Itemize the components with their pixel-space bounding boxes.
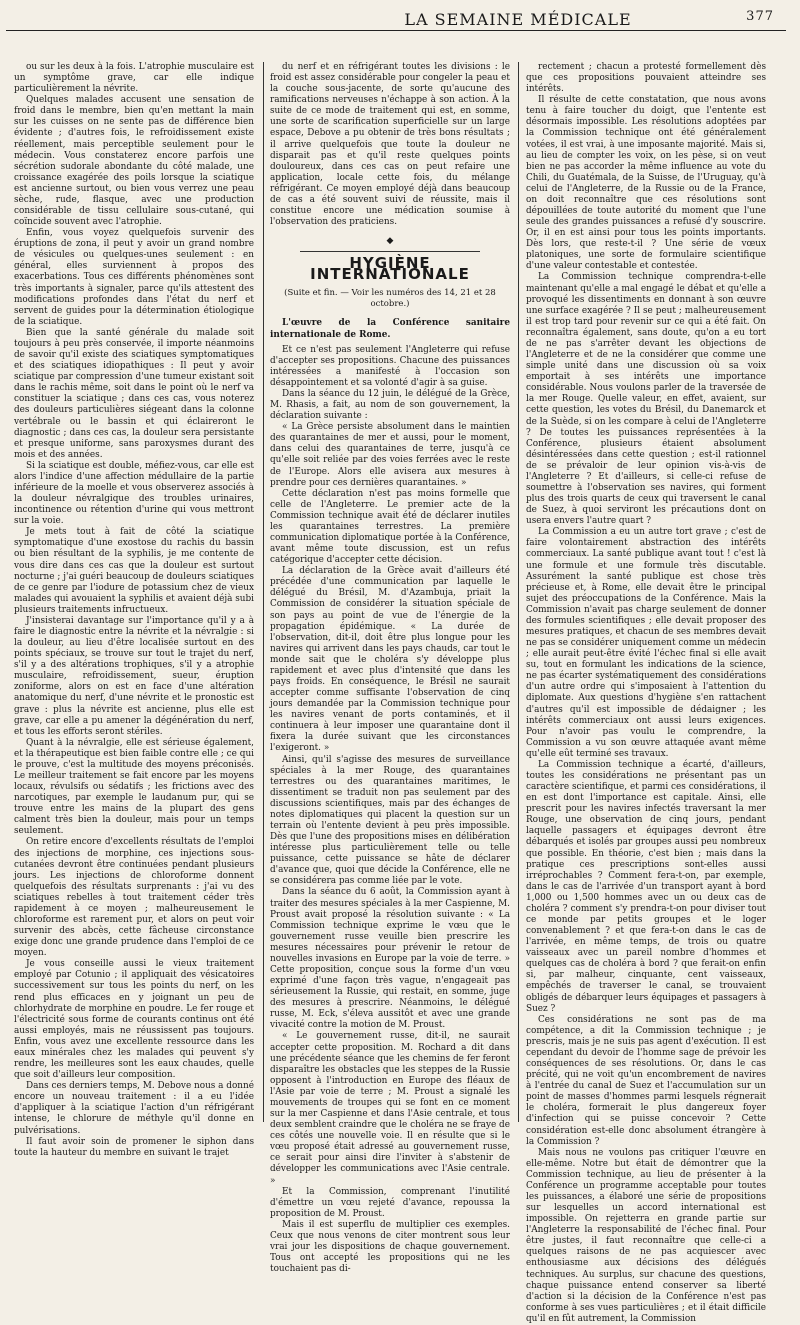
paragraph: Et la Commission, comprenant l'inutilité d'émettre un vœu rejeté d'avance, repoussa la proposition de M. Proust. bbox=[270, 1186, 510, 1219]
paragraph: Je mets tout à fait de côté la sciatique symptomatique d'une exostose du rachis du bassin ou bien résultant de la syphilis, je me contente de vous dire dans ces cas que la douleur est surtout nocturne ; j'ai guéri beaucoup de douleurs sciatiques de ce genre par l'iodure de potassium chez de vieux malades qui avouaient la syphilis et avaient déjà subi plusieurs traitements infructueux. bbox=[14, 527, 254, 615]
section-header bbox=[270, 234, 510, 310]
paragraph: La Commission technique comprendra-t-elle maintenant qu'elle a mal engagé le débat et qu'elle a provoqué les dissentiments en donnant à son œuvre une surface exagérée ? Il se peut ; malheureusement il est trop tard pour revenir sur ce qui a été fait. On reconnaîtra également, sans doute, qu'on a eu tort de ne pas s'arrêter devant les objections de l'Angleterre et de ne la considérer que comme une simple unité dans une discussion où sa voix emportait à ses intérêts une importance considérable. Nous voulons parler de la traversée de la mer Rouge. Quelle valeur, en effet, avaient, sur cette question, les votes du Brésil, du Danemarck et de la Suède, si on les compare à celui de l'Angleterre ? De toutes les puissances représentées à la Conférence, plusieurs étaient absolument désintéressées dans cette question ; est-il rationnel de se prévaloir de leur opinion vis-à-vis de l'Angleterre ? Et d'ailleurs, si celle-ci refuse de soumettre à l'observation ses navires, qui forment plus des trois quarts de ceux qui traversent le canal de Suez, à quoi serviront les précautions dont on usera envers l'autre quart ? bbox=[526, 272, 766, 527]
paragraph: On retire encore d'excellents résultats de l'emploi des injections de morphine, ces injections sous-cutanées devront être continuées pendant plusieurs jours. Les injections de chloroforme donnent quelquefois des résultats surprenants : j'ai vu des sciatiques rebelles à tout traitement céder très rapidement à ce moyen ; malheureusement le chloroforme est rarement pur, et alors on peut voir survenir des abcès, cette fâcheuse circonstance exige donc une grande prudence dans l'emploi de ce moyen. bbox=[14, 837, 254, 959]
paragraph: Ces considérations ne sont pas de ma compétence, a dit la Commission technique ; je prescris, mais je ne suis pas agent d'exécution. Il est cependant du devoir de l'homme sage de prévoir les conséquences de ses résolutions. Or, dans le cas précité, qui ne voit qu'un encombrement de navires à l'entrée du canal de Suez et l'accumulation sur un point de masses d'hommes parmi lesquels régnerait le choléra, formerait le plus dangereux foyer d'infection qui se puisse concevoir ? Cette considération est-elle donc absolument étrangère à la Commission ? bbox=[526, 1014, 766, 1147]
paragraph: Je vous conseille aussi le vieux traitement employé par Cotunio ; il appliquait des vésicatoires successivement sur tous les points du nerf, on les rend plus efficaces en y joignant un peu de chlorhydrate de morphine en poudre. Le fer rouge et l'électricité sous forme de courants continus ont été aussi employés, mais ne réussissent pas toujours. Enfin, vous avez une excellente ressource dans les eaux minérales chez les malades qui peuvent s'y rendre, les meilleures sont les eaux chaudes, quelle que soit d'ailleurs leur composition. bbox=[14, 959, 254, 1081]
column-right bbox=[526, 62, 766, 1324]
paragraph: La déclaration de la Grèce avait d'ailleurs été précédée d'une communication par laquelle le délégué du Brésil, M. d'Azambuja, priait la Commission de considérer la situation spéciale de son pays au point de vue de l'énergie de la propagation épidémique. « La durée de l'observation, dit-il, doit être plus longue pour les navires qui arrivent dans les pays chauds, car tout le monde sait que le choléra s'y développe plus rapidement et avec plus d'intensité que dans les pays froids. En conséquence, le Brésil ne saurait accepter comme suffisante l'observation de cinq jours demandée par la Commission technique pour les navires venant de ports contaminés, et il continuera à leur imposer une quarantaine dont il fixera la durée suivant que les circonstances l'exigeront. » bbox=[270, 566, 510, 754]
paragraph: Ainsi, qu'il s'agisse des mesures de surveillance spéciales à la mer Rouge, des quarantaines terrestres ou des quarantaines maritimes, le dissentiment se traduit non pas seulement par des discussions scientifiques, mais par des échanges de notes diplomatiques qui placent la question sur un terrain où l'entente devient à peu près impossible. Dès que l'une des propositions mises en délibération intéresse plus particulièrement telle ou telle puissance, cette puissance se hâte de déclarer d'avance que, quoi que décide la Conférence, elle ne se considérera pas comme liée par le vote. bbox=[270, 754, 510, 887]
paragraph: Quelques malades accusent une sensation de froid dans le membre, bien qu'en mettant la main sur les cuisses on ne sente pas de différence bien évidente ; d'autres fois, le refroidissement existe réellement, mais perceptible seulement pour le médecin. Vous constaterez encore parfois une sécrétion sudorale abondante du côté malade, une croissance exagérée des poils lorsque la sciatique est ancienne surtout, ou bien vous verrez une peau sèche, rude, flasque, avec une production considérable de tissu cellulaire sous-cutané, qui coïncide souvent avec l'atrophie. bbox=[14, 95, 254, 228]
column-left bbox=[14, 62, 254, 1158]
paragraph: « La Grèce persiste absolument dans le maintien des quarantaines de mer et aussi, pour le moment, dans celui des quarantaines de terre, jusqu'à ce qu'elle soit reliée par des voies ferrées avec le reste de l'Europe. Alors elle avisera aux mesures à prendre pour ces dernières quarantaines. » bbox=[270, 422, 510, 488]
paragraph: La Commission a eu un autre tort grave ; c'est de faire volontairement abstraction des intérêts commerciaux. La santé publique avant tout ! c'est là une formule et une formule très discutable. Assurément la santé publique est chose très précieuse et, à Rome, elle devait être le principal sujet des préoccupations de la Conférence. Mais la Commission n'avait pas charge seulement de donner des formules scientifiques ; elle devait proposer des mesures pratiques, et chacun de ses membres devait ne pas se considérer uniquement comme un médecin ; elle aurait peut-être évité l'échec final si elle avait su, tout en formulant les indications de la science, ne pas écarter systématiquement des considérations d'un autre ordre qui s'imposaient à l'attention du diplomate. Aux questions d'hygiène s'en rattachent d'autres qu'il est impossible de dédaigner ; les intérêts commerciaux ont aussi leurs exigences. Pour n'avoir pas voulu le comprendre, la Commission a vu son œuvre attaquée avant même qu'elle eût terminé ses travaux. bbox=[526, 527, 766, 759]
paragraph: Quant à la névralgie, elle est sérieuse également, et la thérapeutique est bien faible contre elle ; ce qui le prouve, c'est la multitude des moyens préconisés. Le meilleur traitement se fait encore par les moyens locaux, révulsifs ou sédatifs ; les frictions avec des narcotiques, par exemple le laudanum pur, qui se trouve entre les mains de la plupart des gens calment très bien la douleur, mais pour un temps seulement. bbox=[14, 737, 254, 837]
paragraph: Il résulte de cette constatation, que nous avons tenu à faire toucher du doigt, que l'entente est désormais impossible. Les résolutions adoptées par la Commission technique ont été généralement votées, il est vrai, à une imposante majorité. Mais si, au lieu de compter les voix, on les pèse, si on veut bien ne pas accorder la même influence au vote du Chili, du Guatémala, de la Suisse, de l'Uruguay, qu'à celui de l'Angleterre, de la Russie ou de la France, on doit reconnaître que ces résolutions sont dépouillées de toute autorité du moment que l'une seule des grandes puissances a refusé d'y souscrire. Or, il en est ainsi pour tous les points importants. Dès lors, que reste-t-il ? Une série de vœux platoniques, une sorte de formulaire scientifique d'une valeur contestable et contestée. bbox=[526, 95, 766, 272]
article-title: L'œuvre de la Conférence sanitaire internationale de Rome. bbox=[270, 318, 510, 340]
paragraph: rectement ; chacun a protesté formellement dès que ces propositions pouvaient atteindre ses intérêts. bbox=[526, 62, 766, 95]
paragraph: La Commission technique a écarté, d'ailleurs, toutes les considérations ne présentant pas un caractère scientifique, et parmi ces considérations, il en est dont l'importance est capitale. Ainsi, elle prescrit pour les navires infectés traversant la mer Rouge, une observation de cinq jours, pendant laquelle passagers et équipages devront être débarqués et isolés par groupes aussi peu nombreux que possible. En théorie, c'est bien ; mais dans la pratique ces prescriptions sont-elles aussi irréprochables ? Comment fera-t-on, par exemple, dans le cas de l'arrivée d'un transport ayant à bord 1,000 ou 1,500 hommes avec un ou deux cas de choléra ? comment s'y prendra-t-on pour diviser tout ce monde par petits groupes et le loger convenablement ? et que fera-t-on dans le cas de l'arrivée, en même temps, de trois ou quatre vaisseaux avec un pareil nombre d'hommes et quelques cas de choléra à bord ? que ferait-on enfin si, par malheur, cinquante, cent vaisseaux, empêchés de traverser le canal, se trouvaient obligés de débarquer leurs équipages et passagers à Suez ? bbox=[526, 759, 766, 1014]
page-number: 377 bbox=[746, 9, 774, 24]
column-divider bbox=[518, 62, 519, 1122]
paragraph: Dans ces derniers temps, M. Debove nous a donné encore un nouveau traitement : il a eu l'idée d'appliquer à la sciatique l'action d'un réfrigérant intense, le chlorure de méthyle qu'il donne en pulvérisations. bbox=[14, 1081, 254, 1136]
header-rule bbox=[6, 30, 786, 31]
paragraph: Cette déclaration n'est pas moins formelle que celle de l'Angleterre. Le premier acte de la Commission technique avait été de déclarer inutiles les quarantaines terrestres. La première communication diplomatique portée à la Conférence, avant même toute discussion, est un refus catégorique d'accepter cette décision. bbox=[270, 488, 510, 566]
paragraph: Mais il est superflu de multiplier ces exemples. Ceux que nous venons de citer montrent sous leur vrai jour les dispositions de chaque gouvernement. Tous ont accepté les propositions qui ne les touchaient pas di- bbox=[270, 1219, 510, 1275]
paragraph: Mais nous ne voulons pas critiquer l'œuvre en elle-même. Notre but était de démontrer que la Commission technique, au lieu de présenter à la Conférence un programme acceptable pour toutes les puissances, a élaboré une série de propositions sur lesquelles un accord international est impossible. On rejetterra en grande partie sur l'Angleterre la responsabilité de l'échec final. Pour être justes, il faut reconnaître que celle-ci a quelques raisons de ne pas acquiescer avec enthousiasme aux décisions des délégués techniques. Au surplus, sur chacune des questions, chaque puissance entend conserver sa liberté d'action si la décision de la Conférence n'est pas conforme à ses vues particulières ; et il était difficile qu'il en fût autrement, la Commission bbox=[526, 1147, 766, 1324]
column-divider bbox=[263, 62, 264, 1122]
paragraph: du nerf et en réfrigérant toutes les divisions : le froid est assez considérable pour congeler la peau et la couche sous-jacente, de sorte qu'aucune des ramifications nerveuses n'échappe à son action. À la suite de ce mode de traitement qui est, en somme, une sorte de scarification superficielle sur un large espace, Debove a pu obtenir de très bons résultats ; il arrive quelquefois que toute la douleur ne disparait pas et qu'il reste quelques points douloureux, dans ces cas on peut refaire une application, locale cette fois, du mélange réfrigérant. Ce moyen employé déjà dans beaucoup de cas a été souvent suivi de réussite, mais il constitue encore une médication soumise à l'observation des praticiens. bbox=[270, 62, 510, 228]
paragraph: « Le gouvernement russe, dit-il, ne saurait accepter cette proposition. M. Rochard a dit dans une précédente séance que les chemins de fer feront disparaître les obstacles que les steppes de la Russie opposent à l'introduction en Europe des fléaux de l'Asie par voie de terre ; M. Proust a signalé les mouvements de troupes qui se font en ce moment sur la mer Caspienne et dans l'Asie centrale, et tous deux semblent craindre que le choléra ne se fraye de ces côtés une nouvelle voie. Il en résulte que si le vœu proposé était adressé au gouvernement russe, ce serait pour ainsi dire l'inviter à s'abstenir de développer les communications avec l'Asie centrale. » bbox=[270, 1031, 510, 1186]
journal-title: LA SEMAINE MÉDICALE bbox=[404, 10, 632, 29]
section-rule bbox=[300, 251, 480, 252]
paragraph: Si la sciatique est double, méfiez-vous, car elle est alors l'indice d'une affection médullaire de la partie inférieure de la moelle et vous observerez associés à la douleur névralgique des troubles urinaires, incontinence ou rétention d'urine qui vous mettront sur la voie. bbox=[14, 460, 254, 527]
section-title: HYGIÈNE INTERNATIONALE bbox=[310, 254, 470, 284]
section-subtitle: (Suite et fin. — Voir les numéros des 14, 21 et 28 octobre.) bbox=[284, 288, 496, 310]
paragraph: Dans la séance du 6 août, la Commission ayant à traiter des mesures spéciales à la mer Caspienne, M. Proust avait proposé la résolution suivante : « La Commission technique exprime le vœu que le gouvernement russe veuille bien prescrire les mesures nécessaires pour prévenir le retour de nouvelles invasions en Europe par la voie de terre. » Cette proposition, conçue sous la forme d'un vœu exprimé d'une façon très vague, n'engageait pas sérieusement la Russie, qui restait, en somme, juge des mesures à prescrire. Néanmoins, le délégué russe, M. Eck, s'éleva aussitôt et avec une grande vivacité contre la motion de M. Proust. bbox=[270, 887, 510, 1031]
paragraph: ou sur les deux à la fois. L'atrophie musculaire est un symptôme grave, car elle indique particulièrement la névrite. bbox=[14, 62, 254, 95]
ornament-diamond-icon: ◆ bbox=[386, 236, 394, 247]
paragraph: Enfin, vous voyez quelquefois survenir des éruptions de zona, il peut y avoir un grand nombre de vésicules ou quelques-unes seulement : en général, elles surviennent à propos des exacerbations. Tous ces différents phénomènes sont très importants à signaler, parce qu'ils attestent des modifications profondes dans l'état du nerf et servent de guides pour la détermination étiologique de la sciatique. bbox=[14, 228, 254, 327]
paragraph: Dans la séance du 12 juin, le délégué de la Grèce, M. Rhasis, a fait, au nom de son gouvernement, la déclaration suivante : bbox=[270, 388, 510, 422]
paragraph: Il faut avoir soin de promener le siphon dans toute la hauteur du membre en suivant le trajet bbox=[14, 1136, 254, 1158]
paragraph: J'insisterai davantage sur l'importance qu'il y a à faire le diagnostic entre la névrite et la névralgie : si la douleur, au lieu d'être localisée surtout en des points spéciaux, se trouve sur tout le trajet du nerf, s'il y a des altérations trophiques, s'il y a atrophie musculaire, refroidissement, sueur, éruption zoniforme, alors on est en face d'une altération anatomique du nerf, d'une névrite et le pronostic est grave : plus la névrite est ancienne, plus elle est grave, car elle a pu amener la dégénération du nerf, et tous les efforts seront stériles. bbox=[14, 615, 254, 737]
column-middle bbox=[270, 62, 510, 1275]
paragraph: Et ce n'est pas seulement l'Angleterre qui refuse d'accepter ses propositions. Chacune des puissances intéressées a manifesté à l'occasion son désappointement et sa volonté d'agir à sa guise. bbox=[270, 344, 510, 388]
paragraph: Bien que la santé générale du malade soit toujours à peu près conservée, il importe néanmoins de savoir qu'il existe des sciatiques symptomatiques et des sciatiques idiopathiques : Il peut y avoir sciatique par compression d'une tumeur existant soit dans le rachis même, soit dans le point où le nerf va constituer la sciatique ; dans ces cas, vous noterez des douleurs particulières siégeant dans la colonne vertébrale ou le bassin et qui éclaireront le diagnostic ; dans ces cas, la douleur sera persistante et presque uniforme, sans paroxysmes durant des mois et des années. bbox=[14, 327, 254, 460]
page-header bbox=[248, 7, 788, 29]
